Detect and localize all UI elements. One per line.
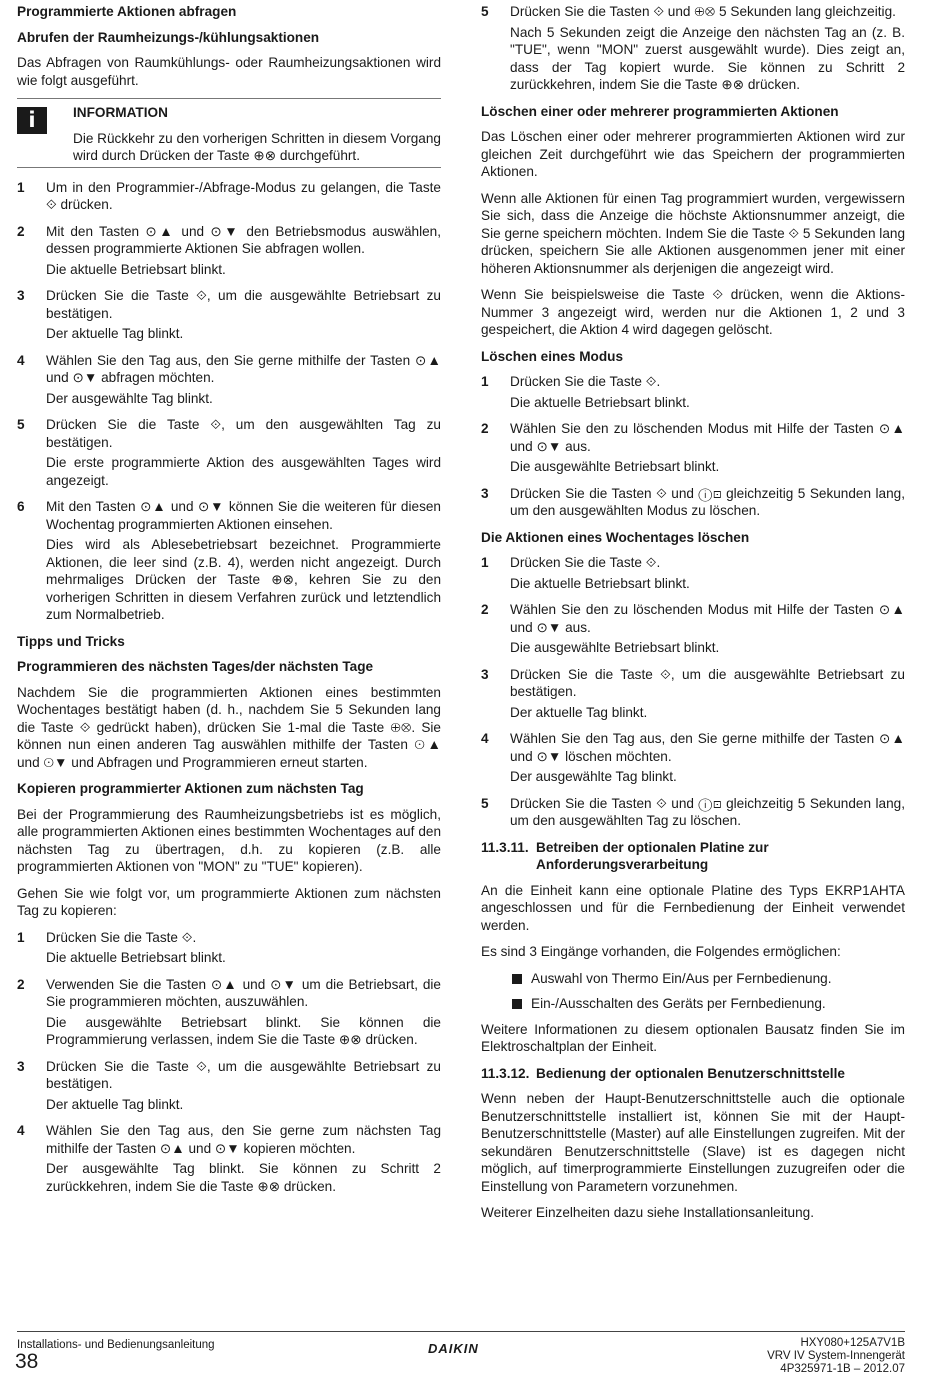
delete-text-1: Das Löschen einer oder mehrerer programmierten Aktionen wird zur gleichen Zeit durchgeführt wie das Speichern der programmierten Aktionen. bbox=[481, 129, 905, 179]
heading-delete-mode: Löschen eines Modus bbox=[481, 348, 624, 364]
list-item: 1 Drücken Sie die Taste ⟐. Die aktuelle Betriebsart blinkt. bbox=[481, 555, 690, 591]
next-day-text: Nachdem Sie die programmierten Aktionen eines bestimmten Wochentages bestätigt haben (d. h., nachdem Sie 5 Sekunden lang die Taste ⟐ gedrückt haben), drücken Sie 1-mal die Taste ⊕⊗. Sie können nun einen anderen Tag auswählen mithilfe der Tasten ⊙▲ und ⊙▼ und Abfragen und Programmieren erneut starten. bbox=[17, 684, 441, 770]
list-item: 2 Wählen Sie den zu löschenden Modus mit Hilfe der Tasten ⊙▲ und ⊙▼ aus. Die ausgewählte Betriebsart blinkt. bbox=[481, 421, 905, 474]
information-title: INFORMATION bbox=[73, 105, 168, 120]
list-item: 5 Drücken Sie die Tasten ⟐ und ⓘ⊡ gleichzeitig 5 Sekunden lang, um den ausgewählten Tag zu löschen. bbox=[481, 795, 905, 828]
delete-text-2: Wenn alle Aktionen für einen Tag programmiert wurden, vergewissern Sie sich, dass die Anzeige die höchste Aktionsnummer anzeigt, die Sie gerne speichern möchten. Indem Sie die Taste ⟐ 5 Sekunden lang drücken, speichern Sie alle Aktionen ausgenommen jener mit einer höheren Aktionsnummer als derjenigen die angezeigt wird. bbox=[481, 190, 905, 276]
list-item: 3 Drücken Sie die Taste ⟐, um die ausgewählte Betriebsart zu bestätigen. Der aktuelle Tag blinkt. bbox=[17, 1058, 441, 1112]
list-item: 3 Drücken Sie die Taste ⟐, um die ausgewählte Betriebsart zu bestätigen. Der aktuelle Tag blinkt. bbox=[17, 288, 441, 341]
information-icon: i bbox=[17, 107, 47, 134]
bullet-square-icon bbox=[512, 999, 522, 1009]
list-item: 1 Drücken Sie die Taste ⟐. Die aktuelle Betriebsart blinkt. bbox=[481, 374, 690, 410]
list-item: 5 Drücken Sie die Taste ⟐, um den ausgewählten Tag zu bestätigen. Die erste programmierte Aktion des ausgewählten Tages wird angezeigt. bbox=[17, 417, 441, 488]
list-item: 6 Mit den Tasten ⊙▲ und ⊙▼ können Sie die weiteren für diesen Wochentag programmierten Aktionen einsehen. Dies wird als Ablesebetriebsart bezeichnet. Programmierte Aktionen, die leer sind (z.B. 4), werden nicht angezeigt. Durch mehrmaliges Drücken der Taste ⊕⊗, kehren Sie zu den vorherigen Schritten in diesem Verfahren zurück und letztendlich zum Normalbetrieb. bbox=[17, 499, 441, 622]
list-item: 4 Wählen Sie den Tag aus, den Sie gerne mithilfe der Tasten ⊙▲ und ⊙▼ abfragen möchten. Der ausgewählte Tag blinkt. bbox=[17, 352, 441, 406]
list-item: 4 Wählen Sie den Tag aus, den Sie gerne zum nächsten Tag mithilfe der Tasten ⊙▲ und ⊙▼ kopieren möchten. Der ausgewählte Tag blinkt. Sie können zu Schritt 2 zurückkehren, indem Sie die Taste ⊕⊗ drücken. bbox=[17, 1123, 441, 1194]
heading-delete: Löschen einer oder mehrerer programmierten Aktionen bbox=[481, 103, 839, 119]
brand-logo: DAIKIN bbox=[428, 1341, 479, 1356]
heading-tips: Tipps und Tricks bbox=[17, 633, 125, 649]
list-item: 5 Drücken Sie die Tasten ⟐ und ⊕⊗ 5 Sekunden lang gleichzeitig. Nach 5 Sekunden zeigt die Anzeige den nächsten Tag an (z. B. "TUE", wenn "MON" zuerst ausgewählt wurde). Dies zeigt an, dass der Tag kopiert wurde. Sie können zu Schritt 2 zurückkehren, indem Sie die Taste ⊕⊗ drücken. bbox=[481, 4, 905, 92]
bullet-item: Auswahl von Thermo Ein/Aus per Fernbedienung. bbox=[481, 970, 905, 988]
right-column bbox=[481, 3, 905, 1231]
copy-intro: Gehen Sie wie folgt vor, um programmierte Aktionen zum nächsten Tag zu kopieren: bbox=[17, 885, 441, 918]
list-item: 2 Verwenden Sie die Tasten ⊙▲ und ⊙▼ um die Betriebsart, die Sie programmieren möchten, auszuwählen. Die ausgewählte Betriebsart blinkt. Sie können die Programmierung verlassen, indem Sie die Taste ⊕⊗ drücken. bbox=[17, 976, 441, 1047]
heading-query: Programmierte Aktionen abfragen bbox=[17, 4, 237, 19]
list-item: 1 Drücken Sie die Taste ⟐. Die aktuelle Betriebsart blinkt. bbox=[17, 929, 226, 965]
list-item: 2 Mit den Tasten ⊙▲ und ⊙▼ den Betriebsmodus auswählen, dessen programmierte Aktionen Sie abfragen wollen. Die aktuelle Betriebsart blinkt. bbox=[17, 223, 441, 277]
heading-11-3-12: 11.3.12. Bedienung der optionalen Benutzerschnittstelle bbox=[481, 1065, 845, 1081]
footer-doc-title: Installations- und Bedienungsanleitung bbox=[17, 1339, 215, 1351]
bullet-square-icon bbox=[512, 974, 522, 984]
heading-11-3-11: 11.3.11. Betreiben der optionalen Platine zur Anforderungsverarbeitung bbox=[481, 839, 769, 872]
left-column bbox=[17, 3, 441, 1204]
delete-text-3: Wenn Sie beispielsweise die Taste ⟐ drücken, wenn die Aktions-Nummer 3 angezeigt wird, werden nur die Aktionen 1, 2 und 3 gespeichert, die Aktion 4 wird dagegen gelöscht. bbox=[481, 287, 905, 337]
heading-delete-day: Die Aktionen eines Wochentages löschen bbox=[481, 529, 750, 545]
section-11-text-3: Weitere Informationen zu diesem optionalen Bausatz finden Sie im Elektroschaltplan der Einheit. bbox=[481, 1021, 905, 1054]
intro-text: Das Abfragen von Raumkühlungs- oder Raumheizungsaktionen wird wie folgt ausgeführt. bbox=[17, 55, 441, 88]
information-text: Die Rückkehr zu den vorherigen Schritten in diesem Vorgang wird durch Drücken der Taste ⊕⊗ durchgeführt. bbox=[73, 130, 441, 163]
heading-retrieve: Abrufen der Raumheizungs-/kühlungsaktionen bbox=[17, 29, 320, 45]
list-item: 2 Wählen Sie den zu löschenden Modus mit Hilfe der Tasten ⊙▲ und ⊙▼ aus. Die ausgewählte Betriebsart blinkt. bbox=[481, 602, 905, 655]
section-12-text-2: Weiterer Einzelheiten dazu siehe Installationsanleitung. bbox=[481, 1205, 815, 1220]
footer-divider bbox=[17, 1331, 905, 1332]
page-number: 38 bbox=[15, 1350, 39, 1373]
list-item: 3 Drücken Sie die Taste ⟐, um die ausgewählte Betriebsart zu bestätigen. Der aktuelle Tag blinkt. bbox=[481, 666, 905, 720]
information-box bbox=[17, 98, 441, 168]
section-11-text-2: Es sind 3 Eingänge vorhanden, die Folgendes ermöglichen: bbox=[481, 944, 841, 959]
heading-copy: Kopieren programmierter Aktionen zum nächsten Tag bbox=[17, 781, 364, 796]
copy-text: Bei der Programmierung des Raumheizungsbetriebs ist es möglich, alle programmierten Aktionen eines bestimmten Wochentages auf den nächsten Tag zu übertragen, d.h. zu kopieren (z.B. alle programmierten Aktionen von "MON" zu "TUE" kopieren). bbox=[17, 806, 441, 874]
section-12-text-1: Wenn neben der Haupt-Benutzerschnittstelle auch die optionale Benutzerschnittstelle installiert ist, können Sie mit der Haupt-Benutzerschnittstelle (Master) auf alle Einstellungen zugreifen. Mit der sekundären Benutzerschnittstelle (Slave) ist es dagegen nicht möglich, auf timerprogrammierte Einstellungen zuzugreifen oder die Einstellung von Parametern vorzunehmen. bbox=[481, 1091, 905, 1194]
section-11-text-1: An die Einheit kann eine optionale Platine des Typs EKRP1AHTA angeschlossen und für die Fernbedienung der Einheit verwendet werden. bbox=[481, 882, 905, 933]
list-item: 3 Drücken Sie die Tasten ⟐ und ⓘ⊡ gleichzeitig 5 Sekunden lang, um den ausgewählten Modus zu löschen. bbox=[481, 485, 905, 518]
list-item: 4 Wählen Sie den Tag aus, den Sie gerne mithilfe der Tasten ⊙▲ und ⊙▼ löschen möchten. Der ausgewählte Tag blinkt. bbox=[481, 731, 905, 784]
query-steps bbox=[17, 179, 441, 624]
footer-model-info: HXY080+125A7V1B VRV IV System-Innengerät 4P325971-1B – 2012.07 bbox=[767, 1337, 905, 1375]
copy-steps bbox=[17, 929, 441, 1196]
bullet-item: Ein-/Ausschalten des Geräts per Fernbedienung. bbox=[481, 995, 905, 1013]
list-item: 1 Um in den Programmier-/Abfrage-Modus zu gelangen, die Taste ⟐ drücken. bbox=[17, 179, 441, 212]
heading-next-day: Programmieren des nächsten Tages/der nächsten Tage bbox=[17, 659, 374, 674]
